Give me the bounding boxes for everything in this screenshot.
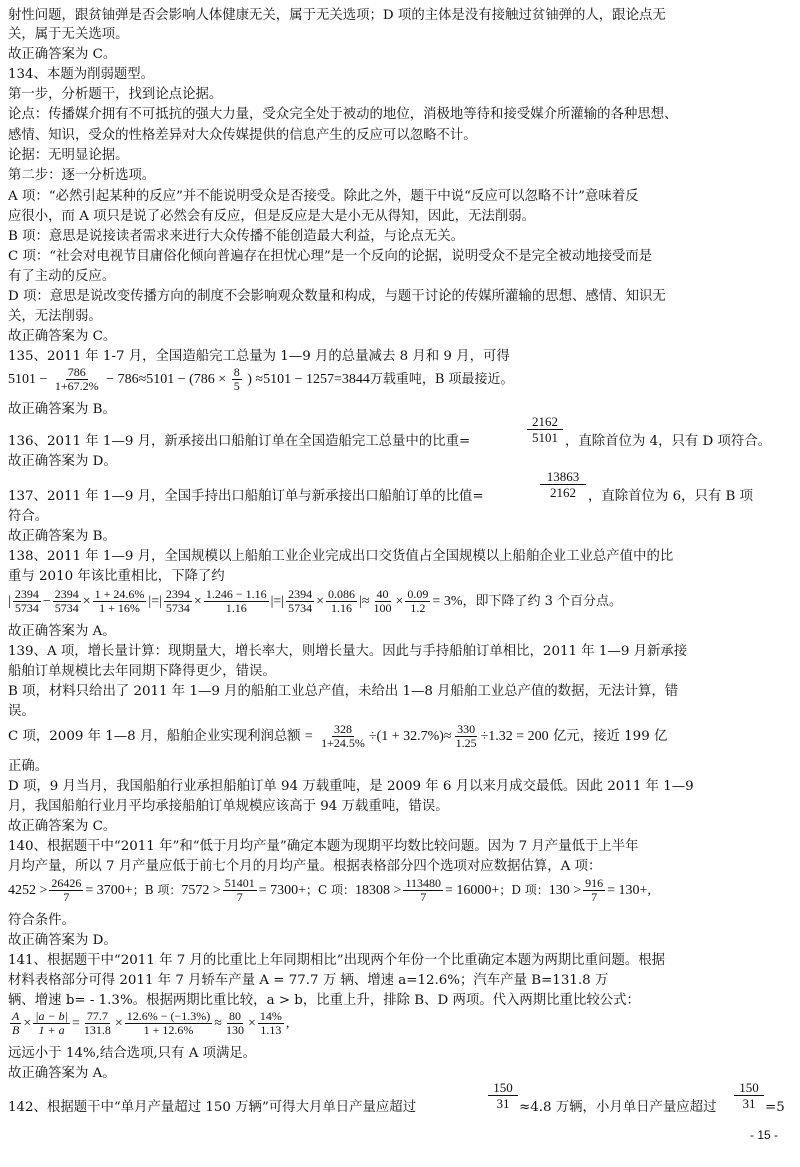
formula-text: 亿元，接近 199 亿 bbox=[552, 729, 668, 744]
fraction bbox=[33, 1010, 70, 1037]
text-line: C 项：“社会对电视节目庸俗化倾向普遍存在担忧心理”是一个反向的论据，说明受众不是完全被动地接受而是 bbox=[8, 249, 653, 264]
fraction bbox=[405, 588, 430, 615]
text-line: 误。 bbox=[8, 704, 35, 719]
formula-text: ，即下降了约 3 个百分点。 bbox=[462, 594, 623, 609]
numerator: 2394 bbox=[14, 587, 39, 602]
text-line: ，直除首位为 6，只有 B 项 bbox=[588, 489, 754, 504]
numerator: 8 bbox=[233, 365, 240, 380]
text-line: B 项：意思是说接读者需求来进行大众传播不能创造最大利益，与论点无关。 bbox=[8, 229, 464, 244]
denominator: 1+24.5% bbox=[321, 736, 365, 750]
fraction bbox=[49, 877, 83, 904]
formula-text: = bbox=[304, 729, 313, 744]
denominator: 100 bbox=[373, 601, 392, 616]
text-line: ，直除首位为 4，只有 D 项符合。 bbox=[565, 434, 772, 449]
fraction bbox=[53, 366, 101, 393]
formula-140 bbox=[8, 870, 790, 910]
text-line: 有了主动的反应。 bbox=[8, 269, 116, 284]
fraction bbox=[403, 877, 443, 904]
fraction bbox=[286, 588, 314, 615]
text-line: 134、本题为削弱题型。 bbox=[8, 67, 155, 82]
formula-141 bbox=[8, 1005, 790, 1043]
formula-text: ；C 项： bbox=[306, 883, 356, 897]
formula-text: × bbox=[114, 1016, 123, 1031]
numerator: 916 bbox=[585, 876, 604, 891]
denominator: 5101 bbox=[532, 430, 558, 445]
numerator: 13863 bbox=[540, 469, 586, 485]
text-line: 142、根据题干中“单月产量超过 150 万辆”可得大月单日产量应超过 bbox=[8, 1100, 417, 1115]
formula-text: C 项，2009 年 1—8 月，船舶企业实现利润总额 bbox=[8, 729, 301, 744]
formula-text: × bbox=[247, 1016, 256, 1031]
formula-text: × bbox=[193, 594, 202, 609]
fraction bbox=[326, 588, 357, 615]
text-line: 月，我国船舶行业月平均承接船舶订单规模应该高于 94 万载重吨，错误。 bbox=[8, 799, 449, 814]
fraction bbox=[583, 877, 605, 904]
numerator: 80 bbox=[228, 1009, 241, 1024]
text-line: 关，无法削弱。 bbox=[8, 309, 102, 324]
text-line: 符合条件。 bbox=[8, 913, 75, 928]
text-line: 第一步，分析题干，找到论点论据。 bbox=[8, 87, 223, 102]
numerator: 150 bbox=[734, 1080, 764, 1096]
formula-text: 4252 > bbox=[8, 883, 48, 898]
numerator: A bbox=[12, 1009, 20, 1024]
text-line: 论据：无明显论据。 bbox=[8, 148, 129, 163]
formula-text: 130 > bbox=[548, 883, 582, 898]
text-line: D 项，9 月当月，我国船舶行业承担船舶订单 94 万载重吨，是 2009 年 6 月以来月成交最低。因此 2011 年 1—9 bbox=[8, 779, 694, 794]
numerator: 77.7 bbox=[86, 1009, 108, 1024]
denominator: 7 bbox=[591, 890, 598, 905]
denominator: 1.13 bbox=[260, 1023, 282, 1038]
fraction bbox=[164, 588, 192, 615]
text-line: 故正确答案为 C。 bbox=[8, 819, 117, 834]
formula-text: , bbox=[285, 1016, 290, 1031]
numerator: 0.086 bbox=[328, 587, 356, 602]
formula-text: |=| bbox=[148, 594, 162, 609]
formula-135 bbox=[8, 360, 790, 400]
text-line: 故正确答案为 A。 bbox=[8, 1066, 116, 1081]
denominator: 7 bbox=[420, 890, 427, 905]
numerator: 330 bbox=[457, 722, 476, 736]
text-line: 第二步：逐一分析选项。 bbox=[8, 168, 156, 183]
text-line: 故正确答案为 D。 bbox=[8, 454, 117, 469]
fraction bbox=[53, 588, 81, 615]
formula-text: ；B 项： bbox=[132, 883, 182, 897]
formula-text: 5101 − bbox=[8, 372, 48, 387]
formula-text: = bbox=[71, 1016, 80, 1031]
formula-text: − 786≈5101 − (786 × bbox=[106, 372, 227, 387]
denominator: 5734 bbox=[14, 601, 39, 616]
fraction bbox=[454, 723, 479, 750]
fraction bbox=[82, 1010, 113, 1037]
text-line: 139、A 项，增长量计算：现期量大，增长率大，则增长量大。因此与手持船舶订单相比，2011 年 1—9 月新承接 bbox=[8, 644, 688, 659]
denominator: 1.16 bbox=[225, 601, 247, 616]
text-line: ≈4.8 万辆，小月单日产量应超过 bbox=[519, 1100, 717, 1115]
denominator: 5 bbox=[233, 379, 240, 394]
text-line: =5 bbox=[765, 1100, 785, 1115]
text-line: 故正确答案为 C。 bbox=[8, 329, 117, 344]
denominator: 5734 bbox=[54, 601, 79, 616]
text-line: D 项：意思是说改变传播方向的制度不会影响观众数量和构成，与题干讨论的传媒所灌输的思想、感情、知识无 bbox=[8, 289, 666, 304]
fraction bbox=[125, 1010, 213, 1037]
fraction bbox=[258, 1010, 284, 1037]
formula-text: = 130+, bbox=[607, 883, 651, 898]
formula-138 bbox=[8, 582, 790, 622]
numerator: 1.246 − 1.16 bbox=[205, 587, 267, 602]
numerator: 150 bbox=[488, 1080, 518, 1096]
denominator: 131.8 bbox=[83, 1023, 111, 1038]
numerator: 0.09 bbox=[407, 587, 429, 602]
fraction-142a bbox=[488, 1080, 518, 1111]
formula-text: |=| bbox=[270, 594, 285, 609]
fraction bbox=[93, 588, 147, 615]
fraction bbox=[223, 877, 257, 904]
formula-unit: 万载重吨，B 项最接近。 bbox=[369, 372, 514, 387]
formula-text: = 3% bbox=[432, 594, 463, 609]
formula-text: 7572 > bbox=[181, 883, 221, 898]
formula-text: |≈ bbox=[359, 594, 370, 609]
fraction-136 bbox=[527, 414, 563, 445]
formula-text: 18308 > bbox=[355, 883, 402, 898]
formula-text: − bbox=[42, 594, 51, 609]
denominator: 1 + 16% bbox=[99, 601, 140, 616]
formula-text: ；D 项： bbox=[499, 883, 549, 897]
formula-text: × bbox=[82, 594, 91, 609]
fraction-137 bbox=[540, 469, 586, 500]
text-line: 137、2011 年 1—9 月，全国手持出口船舶订单与新承接出口船舶订单的比值= bbox=[8, 489, 484, 504]
fraction bbox=[10, 1010, 21, 1037]
formula-text: × bbox=[395, 594, 404, 609]
formula-139c bbox=[8, 717, 790, 757]
numerator: 26426 bbox=[51, 876, 82, 891]
formula-text: ÷1.32 = 200 bbox=[480, 729, 549, 744]
text-line: 141、根据题干中“2011 年 7 月的比重比上年同期相比”出现两个年份一个比重确定本题为两期比重问题。根据 bbox=[8, 953, 666, 968]
formula-text: × bbox=[23, 1016, 32, 1031]
text-line: 感情、知识，受众的性格差异对大众传媒提供的信息产生的反应可以忽略不计。 bbox=[8, 128, 477, 143]
text-line: 远远小于 14%,结合选项,只有 A 项满足。 bbox=[8, 1046, 257, 1061]
page-number: - 15 - bbox=[749, 1128, 778, 1142]
formula-text: = 16000+ bbox=[445, 883, 500, 898]
denominator: 7 bbox=[63, 890, 70, 905]
denominator: 1 + 12.6% bbox=[143, 1023, 194, 1038]
denominator: 1.16 bbox=[331, 601, 353, 616]
numerator: 12.6% − (−1.3%) bbox=[126, 1009, 211, 1024]
numerator: |a − b| bbox=[35, 1009, 68, 1024]
denominator: 5734 bbox=[165, 601, 190, 616]
fraction bbox=[224, 1010, 246, 1037]
numerator: 1 + 24.6% bbox=[94, 587, 145, 602]
denominator: 7 bbox=[236, 890, 243, 905]
fraction bbox=[319, 723, 367, 750]
denominator: 31 bbox=[742, 1096, 756, 1111]
denominator: 1.25 bbox=[455, 736, 477, 750]
numerator: 2394 bbox=[288, 587, 313, 602]
denominator: 130 bbox=[225, 1023, 244, 1038]
text-line: 故正确答案为 C。 bbox=[8, 47, 117, 62]
formula-text: | bbox=[8, 594, 11, 609]
text-line: 正确。 bbox=[8, 759, 49, 774]
numerator: 2394 bbox=[54, 587, 79, 602]
formula-text: ≈ bbox=[214, 1016, 222, 1031]
text-line: 重与 2010 年该比重相比，下降了约 bbox=[8, 569, 225, 584]
text-line: 故正确答案为 D。 bbox=[8, 933, 117, 948]
text-line: 135、2011 年 1-7 月，全国造船完工总量为 1—9 月的总量减去 8 月和 9 月，可得 bbox=[8, 349, 510, 364]
text-line: 应很小，而 A 项只是说了必然会有反应，但是反应是大是小无从得知，因此，无法削弱。 bbox=[8, 209, 536, 224]
denominator: 5734 bbox=[288, 601, 313, 616]
numerator: 328 bbox=[333, 722, 352, 736]
text-line: 138、2011 年 1—9 月，全国规模以上船舶工业企业完成出口交货值占全国规模以上船舶企业工业总产值中的比 bbox=[8, 549, 674, 564]
denominator: 2162 bbox=[550, 485, 576, 500]
numerator: 40 bbox=[376, 587, 389, 602]
text-line: 材料表格部分可得 2011 年 7 月轿车产量 A = 77.7 万 辆、增速 a=12.6%；汽车产量 B=131.8 万 bbox=[8, 973, 609, 988]
denominator: 31 bbox=[496, 1096, 510, 1111]
numerator: 113480 bbox=[405, 876, 442, 891]
numerator: 786 bbox=[67, 365, 86, 380]
fraction-142b bbox=[734, 1080, 764, 1111]
text-line: A 项：“必然引起某种的反应”并不能说明受众是否接受。除此之外，题干中说“反应可以忽略不计”意味着反 bbox=[8, 189, 639, 204]
text-line: B 项，材料只给出了 2011 年 1—9 月的船舶工业总产值，未给出 1—8 月船舶工业总产值的数据，无法计算，错 bbox=[8, 684, 679, 699]
numerator: 2394 bbox=[165, 587, 190, 602]
formula-text: = 3700+ bbox=[85, 883, 133, 898]
text-line: 140、根据题干中“2011 年”和“低于月均产量”确定本题为现期平均数比较问题。因为 7 月产量低于上半年 bbox=[8, 839, 639, 854]
fraction bbox=[232, 366, 242, 393]
formula-text: × bbox=[316, 594, 325, 609]
numerator: 14% bbox=[259, 1009, 282, 1024]
text-line: 故正确答案为 B。 bbox=[8, 529, 116, 544]
text-line: 符合。 bbox=[8, 509, 49, 524]
text-line: 辆、增速 b= - 1.3%。根据两期比重比较，a > b，比重上升，排除 B、D 两项。代入两期比重比较公式： bbox=[8, 993, 640, 1008]
denominator: 1+67.2% bbox=[54, 379, 99, 394]
text-line: 射性问题，跟贫铀弹是否会影响人体健康无关，属于无关选项；D 项的主体是没有接触过贫铀弹的人，跟论点无 bbox=[8, 8, 666, 23]
fraction bbox=[372, 588, 394, 615]
text-line: 故正确答案为 A。 bbox=[8, 624, 116, 639]
fraction bbox=[13, 588, 41, 615]
formula-text: = 7300+ bbox=[258, 883, 307, 898]
text-line: 论点：传播媒介拥有不可抵抗的强大力量，受众完全处于被动的地位，消极地等待和接受媒介所灌输的各种思想、 bbox=[8, 107, 678, 122]
formula-text: ) ≈5101 − 1257=3844 bbox=[247, 372, 370, 387]
denominator: 1.2 bbox=[410, 601, 426, 616]
numerator: 51401 bbox=[224, 876, 255, 891]
text-line: 月均产量，所以 7 月产量应低于前七个月的月均产量。根据表格部分四个选项对应数据估算，A 项： bbox=[8, 859, 602, 874]
denominator: B bbox=[12, 1023, 20, 1038]
numerator: 2162 bbox=[527, 414, 563, 430]
text-line: 故正确答案为 B。 bbox=[8, 402, 116, 417]
denominator: 1 + a bbox=[38, 1023, 65, 1038]
text-line: 船舶订单规模比去年同期下降得更少，错误。 bbox=[8, 664, 276, 679]
text-line: 136、2011 年 1—9 月，新承接出口船舶订单在全国造船完工总量中的比重= bbox=[8, 434, 471, 449]
formula-text: ÷(1 + 32.7%)≈ bbox=[368, 729, 452, 744]
fraction bbox=[204, 588, 269, 615]
text-line: 关，属于无关选项。 bbox=[8, 27, 129, 42]
